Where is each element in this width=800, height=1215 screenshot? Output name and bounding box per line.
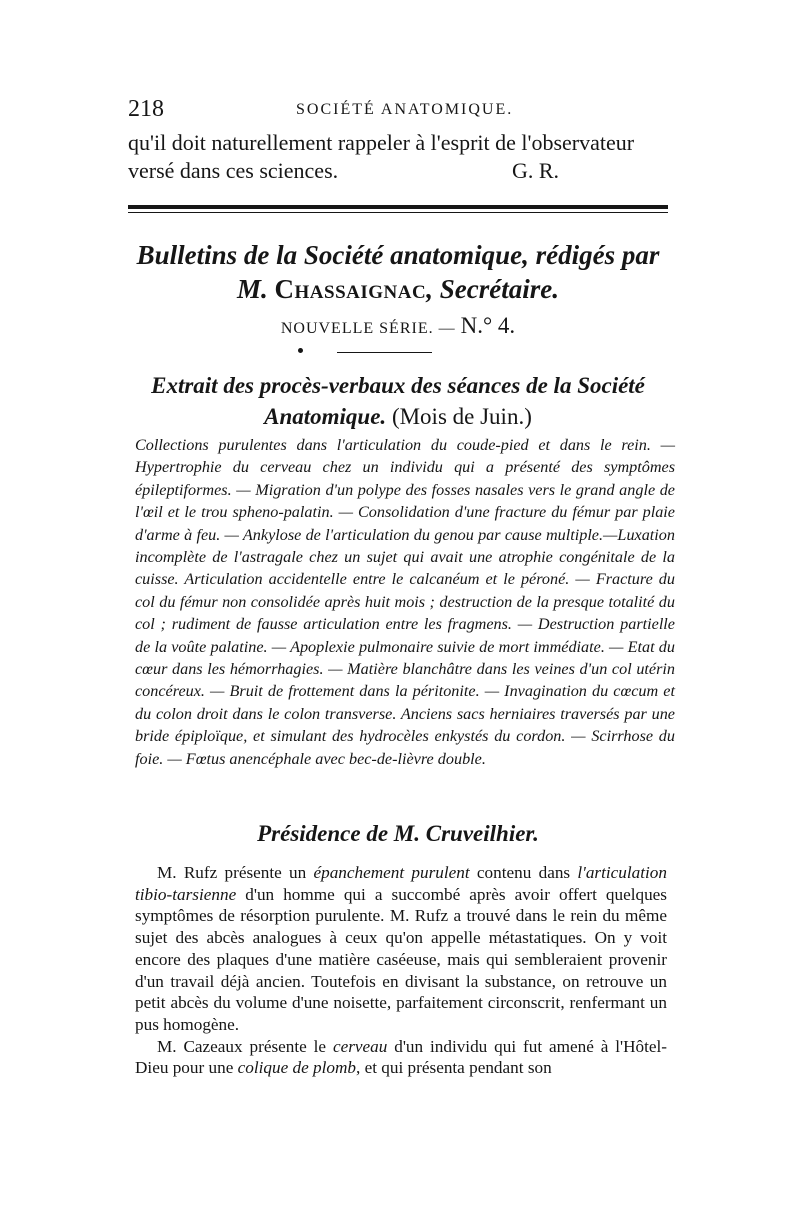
text-run: M. Rufz présente un [157, 863, 314, 882]
author-name: Chassaignac [274, 274, 427, 304]
extract-title-line-1: Extrait des procès-verbaux des séances de la Société [151, 373, 645, 398]
running-title: SOCIÉTÉ ANATOMIQUE. [296, 101, 514, 118]
body-text [135, 862, 667, 1079]
page-number: 218 [128, 96, 164, 122]
extract-title-month: (Mois de Juin.) [386, 404, 532, 429]
text-run: contenu dans [469, 863, 578, 882]
bulletin-title-line-1: Bulletins de la Société anatomique, rédigés par [136, 240, 660, 270]
section-divider-thick [128, 205, 668, 209]
section-divider-thin [128, 212, 668, 213]
running-head [128, 96, 668, 126]
text-run: M. Cazeaux présente le [157, 1036, 333, 1056]
contents-summary [135, 434, 675, 770]
signature-initials: G. R. [512, 158, 560, 183]
ornament-dot [298, 348, 303, 353]
paragraph-rufz [135, 862, 667, 1036]
italic-run: l'articulation tibio-tarsienne [135, 863, 667, 904]
presidence-heading: Présidence de M. Cruveilhier. [257, 821, 539, 846]
paragraph-cazeaux [135, 1036, 667, 1079]
continuation-line-2: versé dans ces sciences. [128, 158, 339, 183]
author-prefix: M. [237, 274, 275, 304]
extract-title [128, 370, 668, 432]
italic-run: épanchement purulent [313, 863, 470, 882]
extract-title-italic: Anatomique. [264, 404, 387, 429]
italic-run: colique de plomb [237, 1058, 356, 1078]
italic-run: cerveau [332, 1036, 388, 1056]
text-run: d'un homme qui a succombé après avoir offert quelques symptômes de résorption purulente. M. Rufz a trouvé dans le rein du même sujet des abcès analogues à ceux qu'on appelle métastatiques. On y voit encore des plaques d'une matière caséeuse, mais qui sembleraient provenir d'un travail déjà ancien. Toutefois en divisant la substance, on retrouve un petit abcès du volume d'une noisette, parfaitement circonscrit, renfermant un pus homogène. [135, 884, 667, 1034]
text-run: , et qui présenta pendant son [356, 1058, 552, 1078]
series-line [128, 313, 668, 339]
short-divider [337, 352, 432, 353]
text-run: d'un individu qui fut amené à l'Hôtel-Dieu pour une [135, 1036, 667, 1078]
summary-paragraph: Collections purulentes dans l'articulation du coude-pied et dans le rein. — Hypertrophie du cerveau chez un individu qui a présenté des symptômes épileptiformes. — Migration d'un polype des fosses nasales vers le grand angle de l'œil et le trou spheno-palatin. — Consolidation d'une fracture du fémur par plaie d'arme à feu. — Ankylose de l'articulation du genou par cause multiple.—Luxation incomplète de l'astragale chez un sujet qui avait une atrophie congénitale de la cuisse. Articulation accidentelle entre le calcanéum et le péroné. — Fracture du col du fémur non consolidée après huit mois ; destruction de la presque totalité du col ; rudiment de fausse articulation entre les fragmens. — Destruction partielle de la voûte palatine. — Apoplexie pulmonaire suivie de mort immédiate. — Etat du cœur dans les hémorrhagies. — Matière blanchâtre dans les veines d'un col utérin concéreux. — Bruit de frottement dans la péritonite. — Invagination du cœcum et du colon droit dans le colon transverse. Anciens sacs herniaires traversés par une bride épiploïque, et simulant des hydrocèles enkystés du cordon. — Scirrhose du foie. — Fœtus anencéphale avec bec-de-lièvre double. [135, 436, 675, 768]
series-label: NOUVELLE SÉRIE. — [280, 320, 461, 337]
continuation-line-1: qu'il doit naturellement rappeler à l'esprit de l'observateur [128, 130, 635, 155]
bulletin-title-line-2 [128, 272, 668, 306]
extract-title-line-2 [128, 401, 668, 432]
issue-number: N.° 4. [460, 313, 516, 338]
author-suffix: , Secrétaire. [426, 274, 559, 304]
bulletin-title [128, 238, 668, 306]
